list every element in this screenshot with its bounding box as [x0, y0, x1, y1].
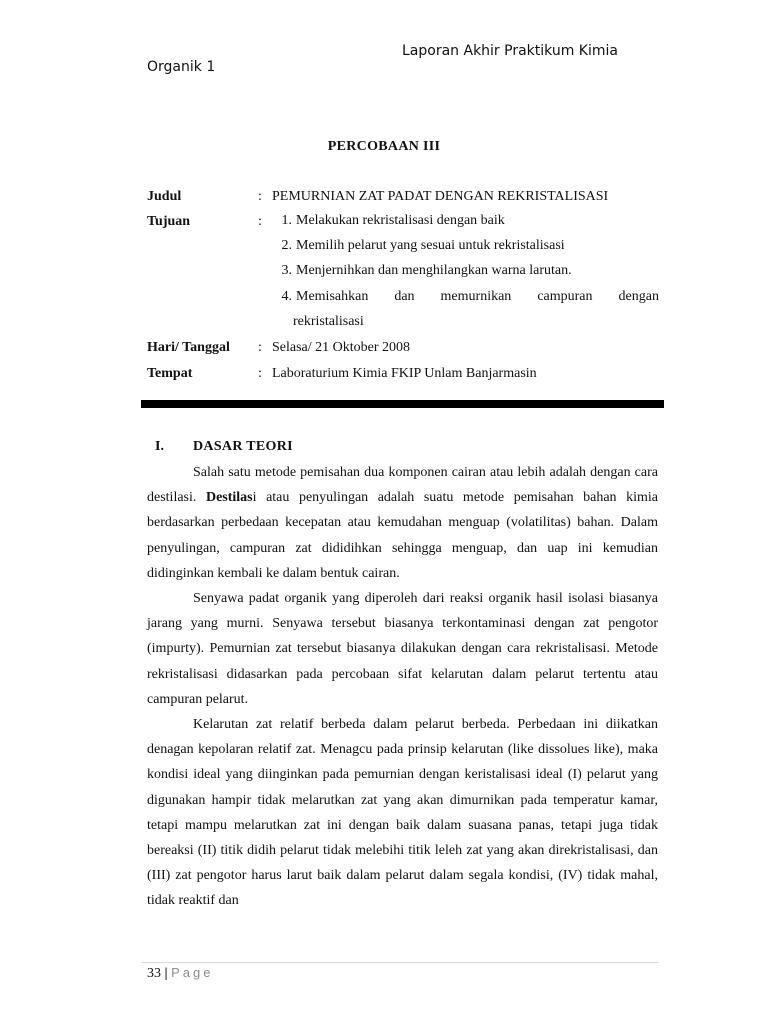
section-number: I.: [155, 439, 164, 454]
judul-value: PEMURNIAN ZAT PADAT DENGAN REKRISTALISASI: [272, 189, 609, 204]
page-label: Page: [171, 965, 214, 980]
tujuan-item-word: dengan: [618, 289, 659, 304]
footer-separator: |: [164, 966, 168, 981]
judul-colon: :: [258, 189, 262, 204]
hari-colon: :: [258, 340, 262, 355]
tujuan-item-number: 4.: [281, 289, 292, 304]
hari-label: Hari/ Tanggal: [147, 340, 230, 355]
judul-label: Judul: [147, 189, 182, 204]
tujuan-item-text: Memilih pelarut yang sesuai untuk rekristalisasi: [296, 238, 565, 253]
tempat-value: Laboraturium Kimia FKIP Unlam Banjarmasin: [272, 366, 537, 381]
page-number: 33: [147, 966, 161, 981]
tujuan-item: [272, 238, 565, 254]
header-title-right: Laporan Akhir Praktikum Kimia: [402, 43, 618, 59]
page-footer: [147, 965, 213, 982]
tujuan-item-text: Menjernihkan dan menghilangkan warna larutan.: [296, 263, 572, 278]
tujuan-item-text: Melakukan rekristalisasi dengan baik: [296, 213, 505, 228]
tujuan-item-number: 1.: [281, 213, 292, 228]
tujuan-item-number: 2.: [281, 238, 292, 253]
footer-divider: [141, 962, 659, 963]
tujuan-item-continuation: rekristalisasi: [293, 314, 364, 329]
bold-term: Destilas: [205, 490, 253, 506]
paragraph-text: Salah satu metode pemisahan dua komponen cairan atau lebih adalah dengan cara destilasi.: [147, 465, 658, 506]
tujuan-label: Tujuan: [147, 214, 191, 229]
section-body: [147, 460, 658, 914]
paragraph: [147, 460, 658, 586]
section-divider: [141, 400, 664, 408]
tempat-colon: :: [258, 366, 262, 381]
tujuan-item-word: Memisahkan: [296, 289, 369, 304]
tujuan-item-word: dan: [394, 289, 415, 304]
tempat-label: Tempat: [147, 366, 193, 381]
hari-value: Selasa/ 21 Oktober 2008: [272, 340, 411, 355]
paragraph-text: i atau penyulingan adalah suatu metode pemisahan bahan kimia berdasarkan perbedaan kecepatan atau kemudahan menguap (volatilitas) bahan. Dalam penyulingan, campuran zat dididihkan sehingga menguap, dan uap ini kemudian didinginkan kembali ke dalam bentuk cairan.: [147, 490, 658, 581]
tujuan-item: [272, 213, 505, 229]
tujuan-item: [272, 263, 572, 279]
paragraph: Senyawa padat organik yang diperoleh dari reaksi organik hasil isolasi biasanya jarang yang murni. Senyawa tersebut biasanya terkontaminasi dengan zat pengotor (impurty). Pemurnian zat tersebut biasanya dilakukan dengan cara rekristalisasi. Metode rekristalisasi didasarkan pada percobaan sifat kelarutan dalam pelarut tertentu atau campuran pelarut.: [147, 591, 658, 707]
tujuan-item-number: 3.: [281, 263, 292, 278]
tujuan-colon: :: [258, 214, 262, 229]
header-title-left: Organik 1: [147, 59, 216, 75]
paragraph: Kelarutan zat relatif berbeda dalam pelarut berbeda. Perbedaan ini diikatkan denagan kepolaran relatif zat. Menagcu pada prinsip kelarutan (like dissolues like), maka kondisi ideal yang diinginkan pada pemurnian dengan keristalisasi ideal (I) pelarut yang digunakan hampir tidak melarutkan zat yang akan dimurnikan pada temperatur kamar, tetapi mampu melarutkan zat ini dengan baik dalam suasana panas, tetapi juga tidak bereaksi (II) titik didih pelarut tidak melebihi titik leleh zat yang akan direkristalisasi, dan (III) zat pengotor harus larut baik dalam pelarut dalam segala kondisi, (IV) tidak mahal, tidak reaktif dan: [147, 717, 658, 909]
section-title: DASAR TEORI: [193, 439, 293, 454]
tujuan-item-word: memurnikan: [440, 289, 512, 304]
tujuan-item: [272, 289, 659, 305]
experiment-title: PERCOBAAN III: [327, 139, 441, 154]
tujuan-item-word: campuran: [537, 289, 593, 304]
